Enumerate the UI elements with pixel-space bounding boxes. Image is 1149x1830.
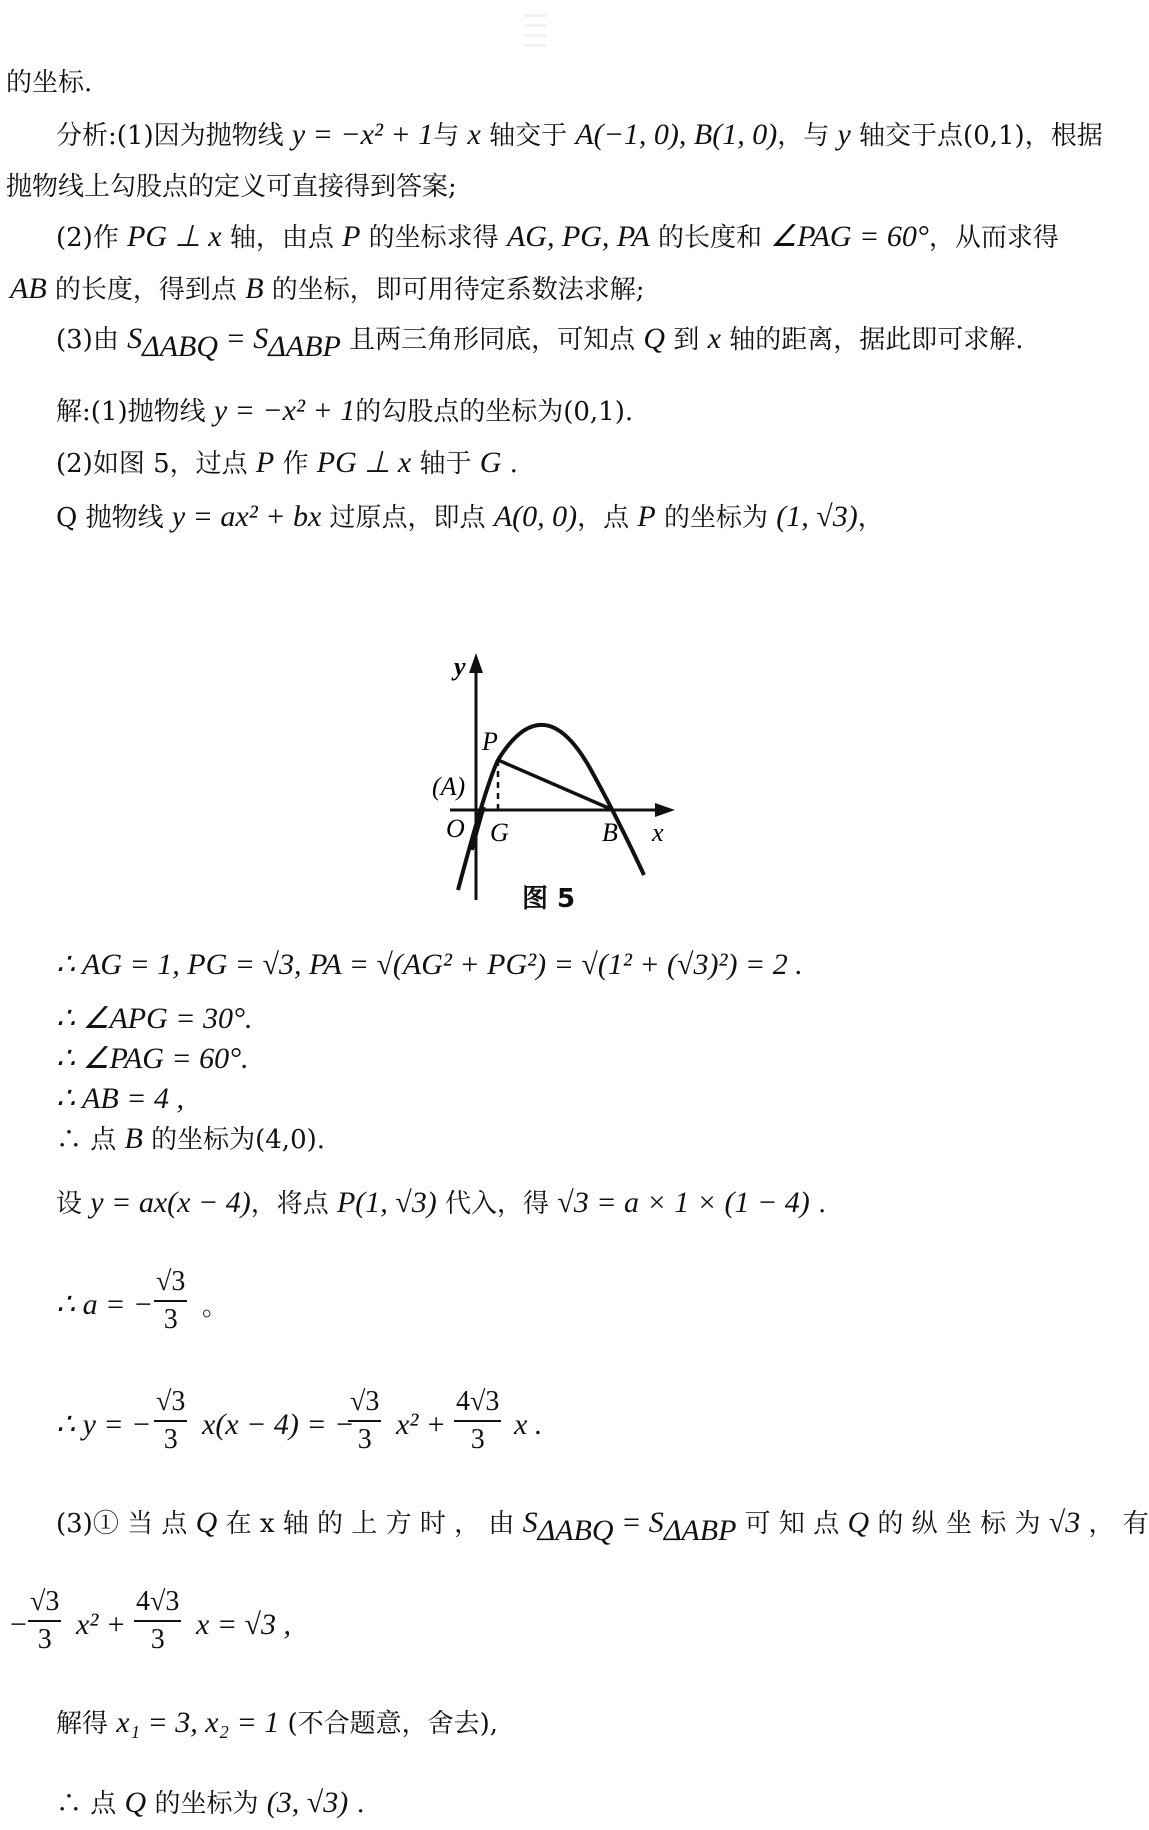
result-angle-pag: ∴ ∠PAG = 60°. bbox=[56, 1042, 249, 1075]
analysis-part-2: (2)作 PG ⊥ x 轴，由点 P 的坐标求得 AG, PG, PA 的长度和 ∠PAG = 60°，从而求得 bbox=[56, 220, 1059, 253]
result-point-b: ∴ 点 B 的坐标为(4,0). bbox=[56, 1122, 326, 1155]
x-axis-arrow bbox=[655, 803, 675, 817]
analysis-part-1-cont: 抛物线上勾股点的定义可直接得到答案; bbox=[6, 172, 457, 202]
figure-5 bbox=[410, 645, 680, 915]
label-x: x bbox=[652, 818, 664, 847]
label-o: O bbox=[446, 814, 465, 843]
label-b: B bbox=[602, 818, 618, 847]
label-y: y bbox=[454, 652, 466, 681]
analysis-part-3: (3)由 $S_{\Delta ABQ} = S_{\Delta ABP}$ 且两三角形同底，可知点 Q 到 x 轴的距离，据此即可求解. bbox=[56, 322, 1024, 363]
solution-part-2-intro: (2)如图 5，过点 P 作 PG ⊥ x 轴于 G . bbox=[56, 446, 518, 479]
text-line-1: 的坐标. bbox=[6, 68, 93, 98]
analysis-part-1: 分析:(1)因为抛物线 y = −x² + 1与 x 轴交于 A(−1, 0), B(1, 0)，与 y 轴交于点(0,1)，根据 bbox=[56, 118, 1103, 151]
result-angle-apg: ∴ ∠APG = 30°. bbox=[56, 1002, 253, 1035]
figure-caption: 图 5 bbox=[522, 884, 576, 914]
solution-part-1: 解:(1)抛物线 y = −x² + 1的勾股点的坐标为(0,1). bbox=[56, 394, 634, 427]
segment-PB bbox=[498, 760, 613, 810]
label-g: G bbox=[490, 818, 509, 847]
label-a: (A) bbox=[432, 772, 466, 801]
solution-parabola-origin: Q 抛物线 y = ax² + bx 过原点，即点 A(0, 0)，点 P 的坐标为 (1, √3)， bbox=[56, 500, 884, 533]
result-ab: ∴ AB = 4 , bbox=[56, 1082, 184, 1115]
label-p: P bbox=[482, 727, 498, 756]
result-lengths: ∴ AG = 1, PG = √3, PA = √(AG² + PG²) = √(1² + (√3)²) = 2 . bbox=[56, 948, 803, 981]
substitution-line: 设 y = ax(x − 4)，将点 P(1, √3) 代入，得 √3 = a × 1 × (1 − 4) . bbox=[56, 1186, 827, 1219]
analysis-part-2-cont: AB 的长度，得到点 B 的坐标，即可用待定系数法求解; bbox=[10, 272, 645, 305]
y-axis-arrow bbox=[469, 653, 483, 673]
faint-watermark-mark bbox=[520, 8, 550, 58]
result-point-q: ∴ 点 Q 的坐标为 (3, √3) . bbox=[56, 1786, 365, 1819]
solve-x: 解得 x₁ = 3, x₂ = 1 (不合题意，舍去), bbox=[56, 1706, 499, 1739]
solution-part-3: (3)① 当 点 Q 在 x 轴 的 上 方 时 ， 由 $S_{\Delta ABQ} = S_{\Delta ABP}$ 可 知 点 Q 的 纵 坐 标 为 √3 ， 有 bbox=[56, 1506, 1149, 1547]
